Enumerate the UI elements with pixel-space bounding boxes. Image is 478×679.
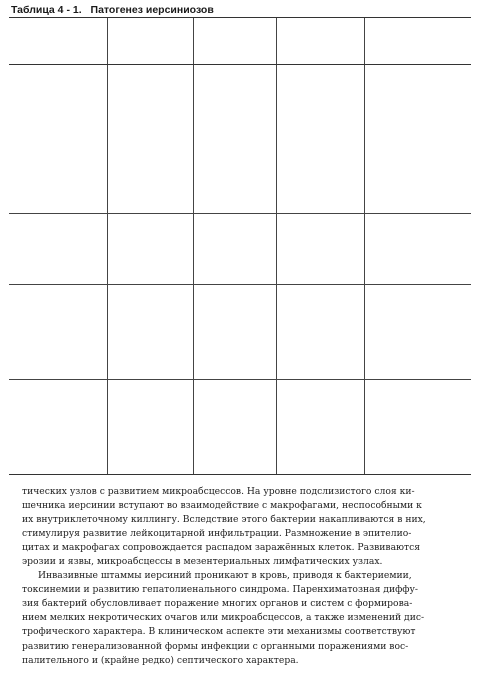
paragraph-1	[22, 485, 466, 569]
text-line: Инвазивные штаммы иерсиний проникают в кровь, приводя к бактериемии,	[38, 570, 412, 582]
cell-mechanisms	[107, 214, 193, 285]
text-line: их внутриклеточному киллингу. Вследствие этого бактерии накапливаются в них,	[22, 514, 426, 526]
text-line: зия бактерий обусловливает поражение многих органов и систем с формирова-	[22, 598, 413, 610]
cell-outcomes	[364, 214, 471, 285]
table-row	[9, 65, 471, 214]
header-manifestations	[193, 18, 276, 65]
table-title: Патогенез иерсиниозов	[90, 4, 214, 16]
cell-stage	[9, 214, 107, 285]
cell-outcomes	[364, 65, 471, 214]
text-line: токсинемии и развитию гепатолиенального синдрома. Паренхиматозная диффу-	[22, 584, 418, 596]
header-stages	[9, 18, 107, 65]
header-forms	[276, 18, 364, 65]
pathogenesis-table	[9, 17, 471, 475]
text-line: тических узлов с развитием микроабсцессов. На уровне подслизистого слоя ки-	[22, 486, 415, 497]
table-number: Таблица 4 - 1.	[11, 4, 82, 16]
cell-outcomes	[364, 285, 471, 380]
text-line: шечника иерсинии вступают во взаимодействие с макрофагами, неспособными к	[22, 500, 422, 512]
cell-manifestations	[193, 214, 276, 285]
text-line: трофического характера. В клиническом аспекте эти механизмы соответствуют	[22, 626, 416, 638]
cell-mechanisms	[107, 285, 193, 380]
cell-manifestations	[193, 285, 276, 380]
cell-outcomes	[364, 380, 471, 475]
cell-mechanisms	[107, 65, 193, 214]
cell-stage	[9, 380, 107, 475]
text-line: развитию генерализованной формы инфекции с органными поражениями вос-	[22, 640, 409, 652]
table-caption	[11, 4, 214, 16]
header-mechanisms	[107, 18, 193, 65]
text-line: стимулируя развитие лейкоцитарной инфильтрации. Размножение в эпителио-	[22, 528, 412, 540]
table-row	[9, 285, 471, 380]
cell-forms	[276, 214, 364, 285]
cell-forms	[276, 380, 364, 475]
table-row	[9, 380, 471, 475]
paragraph-2	[22, 569, 466, 667]
cell-forms	[276, 65, 364, 214]
cell-forms	[276, 285, 364, 380]
text-line: цитах и макрофагах сопровождается распадом заражённых клеток. Развиваются	[22, 542, 421, 554]
text-line: палительного и (крайне редко) септического характера.	[22, 654, 299, 666]
cell-manifestations	[193, 380, 276, 475]
table-row	[9, 214, 471, 285]
text-line: эрозии и язвы, микроабсцессы в мезентериальных лимфатических узлах.	[22, 556, 383, 568]
cell-mechanisms	[107, 380, 193, 475]
cell-manifestations	[193, 65, 276, 214]
body-text	[22, 485, 466, 668]
cell-stage	[9, 285, 107, 380]
text-line: нием мелких некротических очагов или микроабсцессов, а также изменений дис-	[22, 612, 425, 624]
header-outcomes	[364, 18, 471, 65]
cell-stage	[9, 65, 107, 214]
table-header-row	[9, 18, 471, 65]
